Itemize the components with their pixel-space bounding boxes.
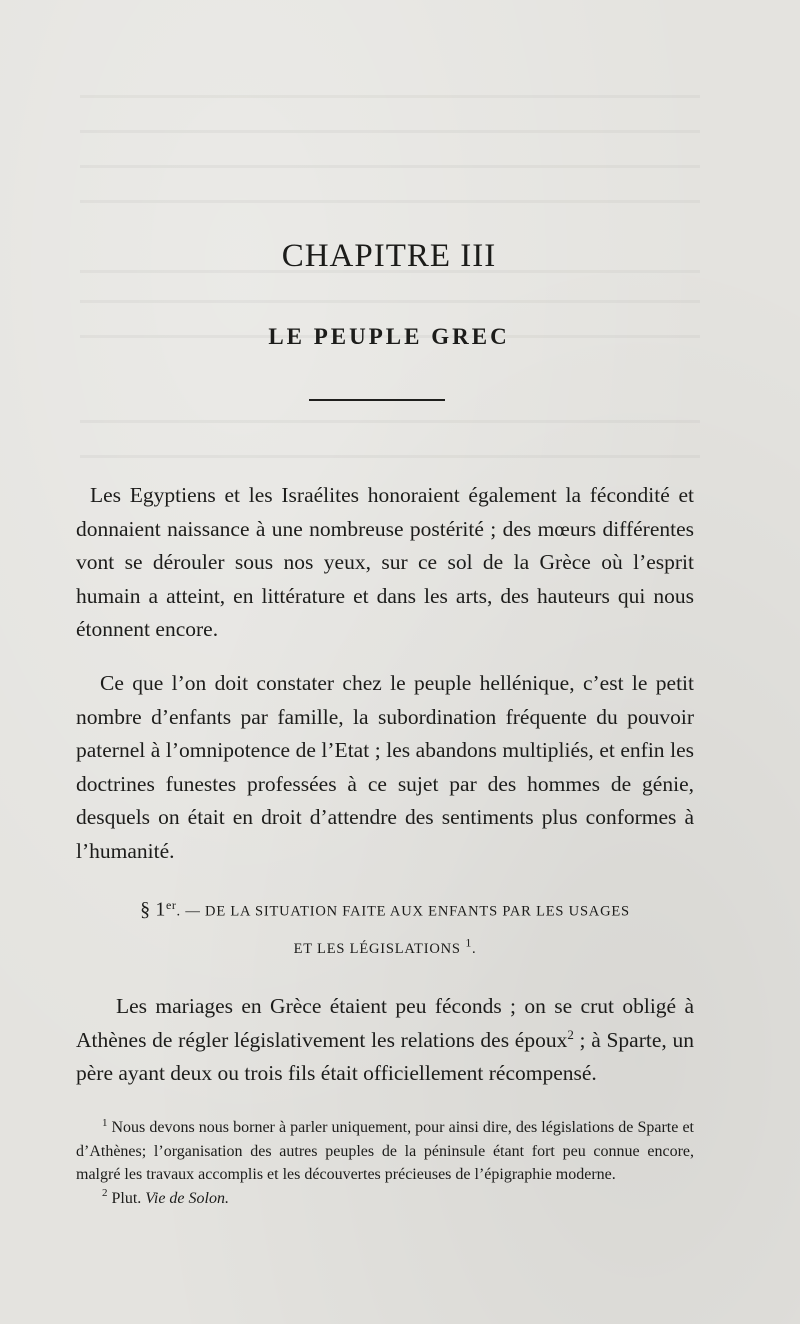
footnote-2 <box>76 1187 694 1211</box>
paragraph-2: Ce que l’on doit constater chez le peuple hellénique, c’est le petit nombre d’enfants par famille, la subordination fréquente du pouvoir paternel à l’omnipotence de l’Etat ; les abandons multipliés, et enfin les doctrines funestes professées à ce sujet par des hommes de génie, desquels on était en droit d’attendre des sentiments plus conformes à l’humanité. <box>76 671 694 863</box>
footnote-1-text: Nous devons nous borner à parler uniquement, pour ainsi dire, des législations de Sparte et d’Athènes; l’organisation des autres peuples de la péninsule étant fort peu connue encore, malgré les travaux accomplis et les découvertes précieuses de l’épigraphie moderne. <box>76 1119 694 1183</box>
paragraph-3 <box>76 990 694 1091</box>
paragraph-1: Les Egyptiens et les Israélites honoraient également la fécondité et donnaient naissance à une nombreuse postérité ; des mœurs différentes vont se dérouler sous nos yeux, sur ce sol de la Grèce où l’esprit humain a atteint, en littérature et dans les arts, des hauteurs qui nous étonnent encore. <box>76 483 694 642</box>
footnote-2-text: Plut. <box>111 1189 146 1207</box>
chapter-subtitle: LE PEUPLE GREC <box>268 324 510 349</box>
title-rule <box>309 399 445 401</box>
section-footnote-ref[interactable]: 1 <box>465 936 472 950</box>
paragraph-3-text-a: Les mariages en Grèce étaient peu féconds ; on se crut obligé à Athènes de régler législativement les relations des époux <box>76 994 694 1052</box>
paragraph-3-footnote-ref[interactable]: 2 <box>567 1026 574 1042</box>
section-heading <box>76 886 694 968</box>
paragraph-3-text-b: ; à Sparte, un père ayant deux ou trois fils était officiellement récompensé. <box>76 1027 694 1086</box>
chapter-title: CHAPITRE III <box>281 238 497 274</box>
section-heading-line1: . — DE LA SITUATION FAITE AUX ENFANTS PAR LES USAGES <box>176 903 630 920</box>
footnote-2-mark: 2 <box>102 1187 108 1200</box>
footnote-1-mark: 1 <box>102 1116 108 1129</box>
section-number: 1 <box>155 898 166 921</box>
footnotes <box>76 1116 694 1210</box>
section-heading-end: . <box>471 941 477 958</box>
section-number-suffix: er <box>165 898 177 912</box>
section-heading-line2: ET LES LÉGISLATIONS <box>293 941 461 958</box>
footnote-1 <box>76 1116 694 1187</box>
footnote-2-title: Vie de Solon. <box>145 1189 229 1207</box>
section-symbol: § <box>140 898 151 921</box>
